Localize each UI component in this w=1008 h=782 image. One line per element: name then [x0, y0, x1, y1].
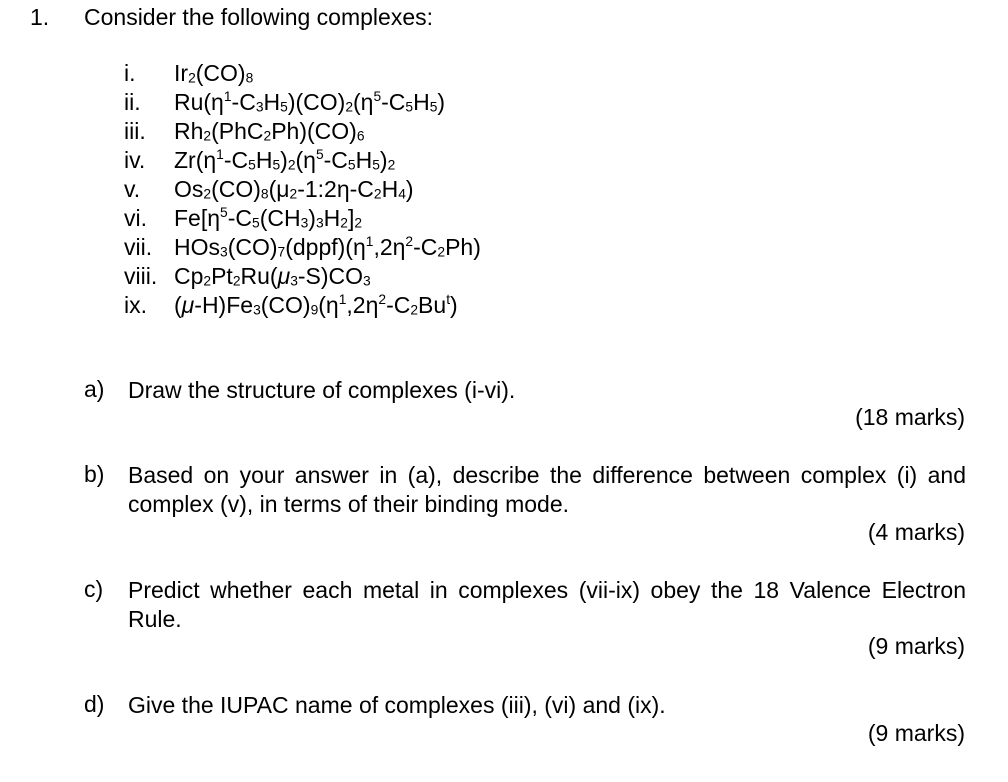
- part-a-letter: a): [84, 376, 105, 402]
- complex-formula: $Ir_2(CO)_8$: [174, 60, 254, 86]
- complex-formula: $HOs_3(CO)_7(dppf)(\eta^1,2\eta^2-C_2Ph)$: [174, 234, 481, 260]
- complex-numeral: vi.: [124, 205, 147, 231]
- part-d-letter: d): [84, 691, 105, 717]
- complex-formula: $Os_2(CO)_8(\mu_2-1:2\eta-C_2H_4)$: [174, 176, 414, 202]
- complex-numeral: i.: [124, 60, 136, 86]
- part-b-letter: b): [84, 461, 105, 487]
- complex-numeral: ix.: [124, 292, 147, 318]
- complex-formula: $Rh_2(PhC_2Ph)(CO)_6$: [174, 118, 365, 144]
- part-a-marks: (18 marks): [855, 404, 965, 430]
- complex-numeral: iii.: [124, 118, 146, 144]
- part-a-text: Draw the structure of complexes (i-vi).: [128, 377, 516, 403]
- complex-formula: $Cp_2Pt_2Ru(\mu_3-S)CO_3$: [174, 263, 371, 289]
- part-d-text: Give the IUPAC name of complexes (iii), (vi) and (ix).: [128, 692, 666, 718]
- part-b-text: Based on your answer in (a), describe the difference between complex (i) and complex (v), in terms of their binding mode.: [128, 462, 966, 517]
- complex-formula: $(\mu-H)Fe_3(CO)_9(\eta^1,2\eta^2-C_2Bu^t)$: [174, 292, 458, 318]
- part-c-marks: (9 marks): [867, 633, 965, 659]
- complex-numeral: iv.: [124, 147, 146, 173]
- part-c-text: Predict whether each metal in complexes (vii-ix) obey the 18 Valence Electron Rule.: [128, 577, 966, 632]
- complex-numeral: viii.: [124, 263, 158, 289]
- complex-formula: $Zr(\eta^1-C_5H_5)_2(\eta^5-C_5H_5)_2$: [174, 147, 396, 173]
- complex-numeral: ii.: [124, 89, 141, 115]
- complex-formula: $Fe[\eta^5-C_5(CH_3)_3H_2]_2$: [174, 205, 363, 231]
- part-c-letter: c): [84, 576, 104, 602]
- question-number: 1.: [30, 4, 50, 30]
- complex-formula: $Ru(\eta^1-C_3H_5)(CO)_2(\eta^5-C_5H_5)$: [174, 89, 446, 115]
- question-intro: Consider the following complexes:: [84, 4, 434, 30]
- complex-numeral: v.: [124, 176, 141, 202]
- part-d-marks: (9 marks): [867, 720, 965, 746]
- part-b-marks: (4 marks): [867, 519, 965, 545]
- complex-numeral: vii.: [124, 234, 153, 260]
